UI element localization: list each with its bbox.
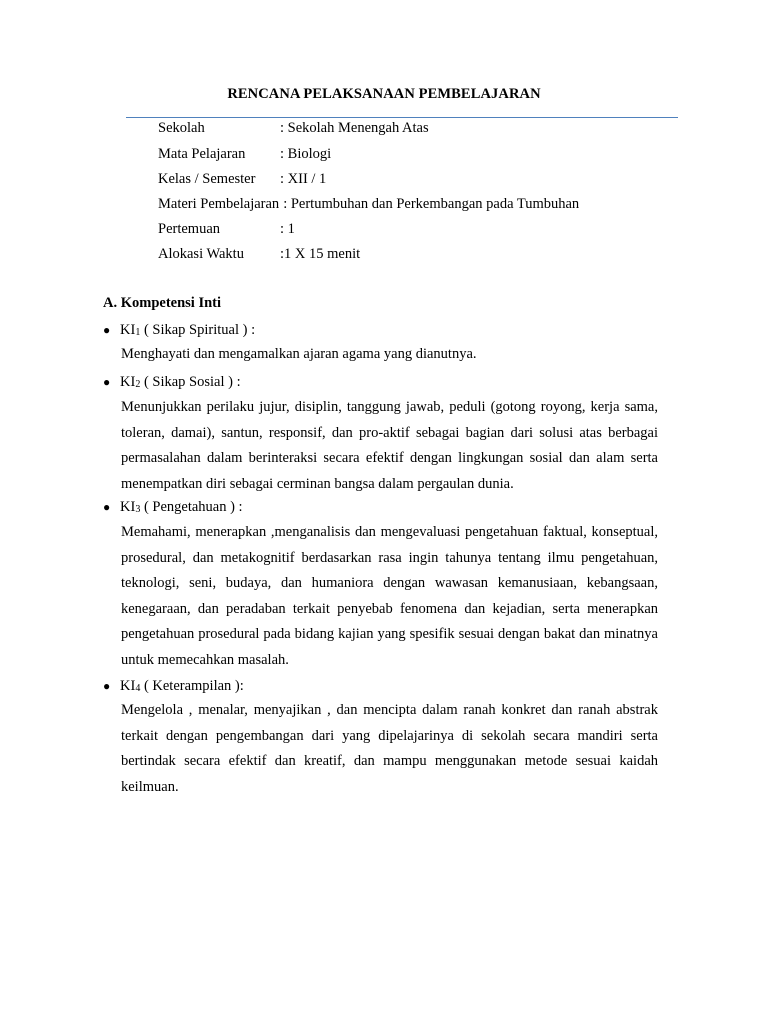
ki-label: ( Sikap Sosial ) : — [140, 374, 241, 390]
ki-number: 4 — [135, 683, 141, 694]
ki-item-heading — [103, 677, 244, 698]
bullet-icon: ● — [103, 375, 111, 389]
info-value: : XII / 1 — [280, 171, 327, 187]
ki-label: ( Pengetahuan ) : — [140, 499, 243, 515]
section-heading-kompetensi-inti: A. Kompetensi Inti — [103, 295, 222, 311]
info-value: : 1 — [280, 221, 295, 237]
ki-description: Menunjukkan perilaku jujur, disiplin, tanggung jawab, peduli (gotong royong, kerja sama, toleran, damai), santun, responsif, dan pro-aktif sebagai bagian dari solusi atas berbagai permasalahan dalam berinteraksi secara efektif dengan lingkungan sosial dan alam serta menempatkan diri sebagai cerminan bangsa dalam pergaulan dunia. — [121, 399, 658, 492]
ki-description: Mengelola , menalar, menyajikan , dan mencipta dalam ranah konkret dan ranah abstrak terkait dengan pengembangan dari yang dipelajarinya di sekolah secara mandiri serta bertindak secara efektif dan kreatif, dan mampu menggunakan metode sesuai kaidah keilmuan. — [121, 702, 658, 795]
info-label: Alokasi Waktu — [158, 246, 244, 262]
ki-prefix: KI — [120, 499, 136, 515]
bullet-icon: ● — [103, 679, 111, 693]
info-value: : Sekolah Menengah Atas — [280, 120, 429, 136]
ki-number: 3 — [135, 504, 141, 515]
info-row-mata-pelajaran — [158, 145, 331, 163]
document-title: RENCANA PELAKSANAAN PEMBELAJARAN — [227, 86, 541, 102]
info-row-materi-pembelajaran — [158, 195, 579, 213]
title-divider — [126, 117, 678, 118]
ki-prefix: KI — [120, 678, 136, 694]
info-label: Materi Pembelajaran — [158, 196, 280, 212]
ki-description: Memahami, menerapkan ,menganalisis dan mengevaluasi pengetahuan faktual, konseptual, prosedural, dan metakognitif berdasarkan rasa ingin tahunya tentang ilmu pengetahuan, teknologi, seni, budaya, dan humaniora dengan wawasan kemanusiaan, kebangsaan, kenegaraan, dan peradaban terkait penyebab fenomena dan kejadian, serta menerapkan pengetahuan prosedural pada bidang kajian yang spesifik sesuai dengan bakat dan minatnya untuk memecahkan masalah. — [121, 524, 658, 668]
info-value: : Pertumbuhan dan Perkembangan pada Tumbuhan — [283, 196, 580, 212]
ki-item-heading — [103, 498, 243, 519]
ki-number: 1 — [135, 327, 141, 338]
info-row-alokasi-waktu — [158, 245, 360, 263]
ki-prefix: KI — [120, 374, 136, 390]
info-row-sekolah — [158, 119, 429, 137]
ki-prefix: KI — [120, 322, 136, 338]
info-row-kelas-semester — [158, 170, 326, 188]
info-label: Pertemuan — [158, 221, 221, 237]
bullet-icon: ● — [103, 500, 111, 514]
ki-description: Menghayati dan mengamalkan ajaran agama yang dianutnya. — [121, 346, 477, 362]
info-row-pertemuan — [158, 220, 295, 238]
ki-label: ( Keterampilan ): — [140, 678, 244, 694]
info-label: Kelas / Semester — [158, 171, 256, 187]
ki-item-heading — [103, 321, 255, 342]
ki-item-heading — [103, 373, 241, 394]
info-value: :1 X 15 menit — [280, 246, 361, 262]
ki-label: ( Sikap Spiritual ) : — [140, 322, 256, 338]
ki-number: 2 — [135, 379, 141, 390]
info-label: Sekolah — [158, 120, 205, 136]
bullet-icon: ● — [103, 323, 111, 337]
info-value: : Biologi — [280, 146, 332, 162]
info-label: Mata Pelajaran — [158, 146, 246, 162]
